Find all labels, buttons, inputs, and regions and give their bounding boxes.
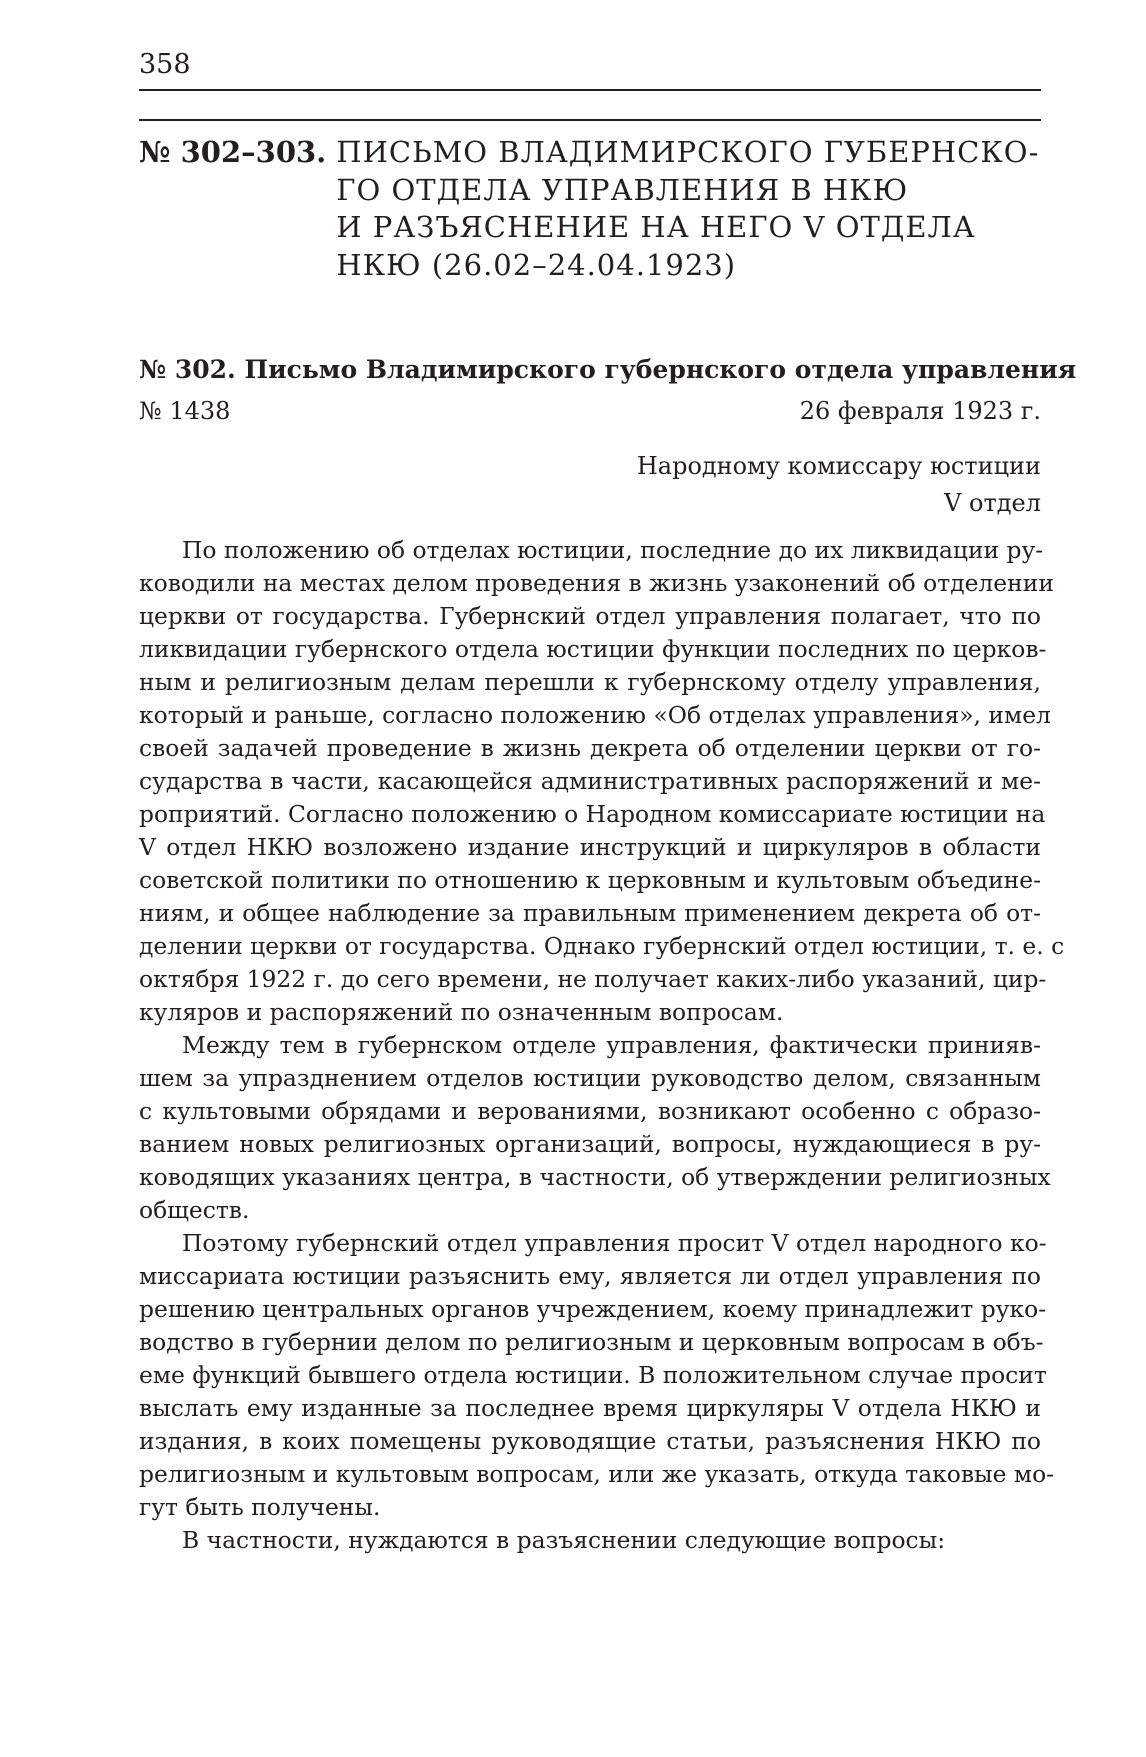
section-heading [139,134,1041,284]
paragraph-line: еме функций бывшего отдела юстиции. В положительном случае просит [139,1361,1047,1389]
paragraph-line: издания, в коих помещены руководящие статьи, разъяснения НКЮ по [139,1427,1041,1455]
paragraph-line: ниям, и общее наблюдение за правильным применением декрета об от- [139,899,1041,927]
paragraph [139,1029,1051,1227]
paragraph-line: обществ. [139,1196,250,1224]
paragraph-line: сударства в части, касающейся административных распоряжений и ме- [139,767,1041,795]
paragraph-line: решению центральных органов учреждением, коему принадлежит руко- [139,1295,1047,1323]
section-title-line: ГО ОТДЕЛА УПРАВЛЕНИЯ В НКЮ [336,172,909,207]
paragraph-line: октября 1922 г. до сего времени, не получает каких-либо указаний, цир- [139,965,1047,993]
paragraph-line: куляров и распоряжений по означенным вопросам. [139,998,784,1026]
paragraph-line: ванием новых религиозных организаций, вопросы, нуждающиеся в ру- [139,1130,1041,1158]
paragraph-line: ным и религиозным делам перешли к губернскому отделу управления, [139,668,1041,696]
addressee-line: Народному комиссару юстиции [636,452,1041,480]
addressee-line: V отдел [944,489,1041,517]
section-title-line: И РАЗЪЯСНЕНИЕ НА НЕГО V ОТДЕЛА [336,210,976,244]
paragraph-line: с культовыми обрядами и верованиями, возникают особенно с образо- [139,1097,1041,1125]
paragraph-line: водство в губернии делом по религиозным и церковным вопросам в объ- [139,1328,1044,1356]
addressee [139,448,1041,522]
section-title-line: ПИСЬМО ВЛАДИМИРСКОГО ГУБЕРНСКО- [336,135,1040,169]
section-number: № 302–303. [139,135,327,169]
paragraph-line: выслать ему изданные за последнее время циркуляры V отдела НКЮ и [139,1394,1041,1422]
paragraph-line: советской политики по отношению к церковным и культовым объедине- [139,866,1041,894]
paragraph [139,534,1065,1029]
paragraph-line: ководили на местах делом проведения в жизнь узаконений об отделении [139,569,1054,597]
paragraph [139,1524,1041,1557]
paragraph-line: гут быть получены. [139,1493,381,1521]
paragraph-line: Между тем в губернском отделе управления, фактически принияв- [182,1031,1041,1059]
header-rule [139,89,1041,91]
paragraph [139,1227,1055,1524]
paragraph-line: церкви от государства. Губернский отдел управления полагает, что по [139,602,1041,630]
paragraph-line: который и раньше, согласно положению «Об отделах управления», имел [139,701,1051,729]
paragraph-line: По положению об отделах юстиции, последние до их ликвидации ру- [182,536,1044,564]
paragraph-line: ководящих указаниях центра, в частности, об утверждении религиозных [139,1163,1051,1191]
paragraph-line: своей задачей проведение в жизнь декрета об отделении церкви от го- [139,734,1041,762]
page-number: 358 [139,49,191,80]
paragraph-line: V отдел НКЮ возложено издание инструкций и циркуляров в области [139,833,1041,861]
document-ref-number: № 1438 [139,397,231,425]
section-title-line: НКЮ (26.02–24.04.1923) [336,247,737,282]
paragraph-line: шем за упразднением отделов юстиции руководство делом, связанным [139,1064,1041,1092]
paragraph-line: делении церкви от государства. Однако губернский отдел юстиции, т. е. с [139,932,1065,960]
paragraph-line: Поэтому губернский отдел управления просит V отдел народного ко- [182,1229,1047,1257]
document-meta [139,395,1041,427]
document-date: 26 февраля 1923 г. [799,397,1041,425]
body-text [139,534,1065,1557]
paragraph-line: миссариата юстиции разъяснить ему, является ли отдел управления по [139,1262,1041,1290]
paragraph-line: ликвидации губернского отдела юстиции функции последних по церков- [139,635,1047,663]
paragraph-line: религиозным и культовым вопросам, или же указать, откуда таковые мо- [139,1460,1055,1488]
section-rule [139,119,1041,121]
paragraph-line: В частности, нуждаются в разъяснении следующие вопросы: [182,1526,946,1554]
paragraph-line: роприятий. Согласно положению о Народном комиссариате юстиции на [139,800,1046,828]
document-title: № 302. Письмо Владимирского губернского отдела управления [139,355,1077,384]
section-title [336,134,1039,284]
